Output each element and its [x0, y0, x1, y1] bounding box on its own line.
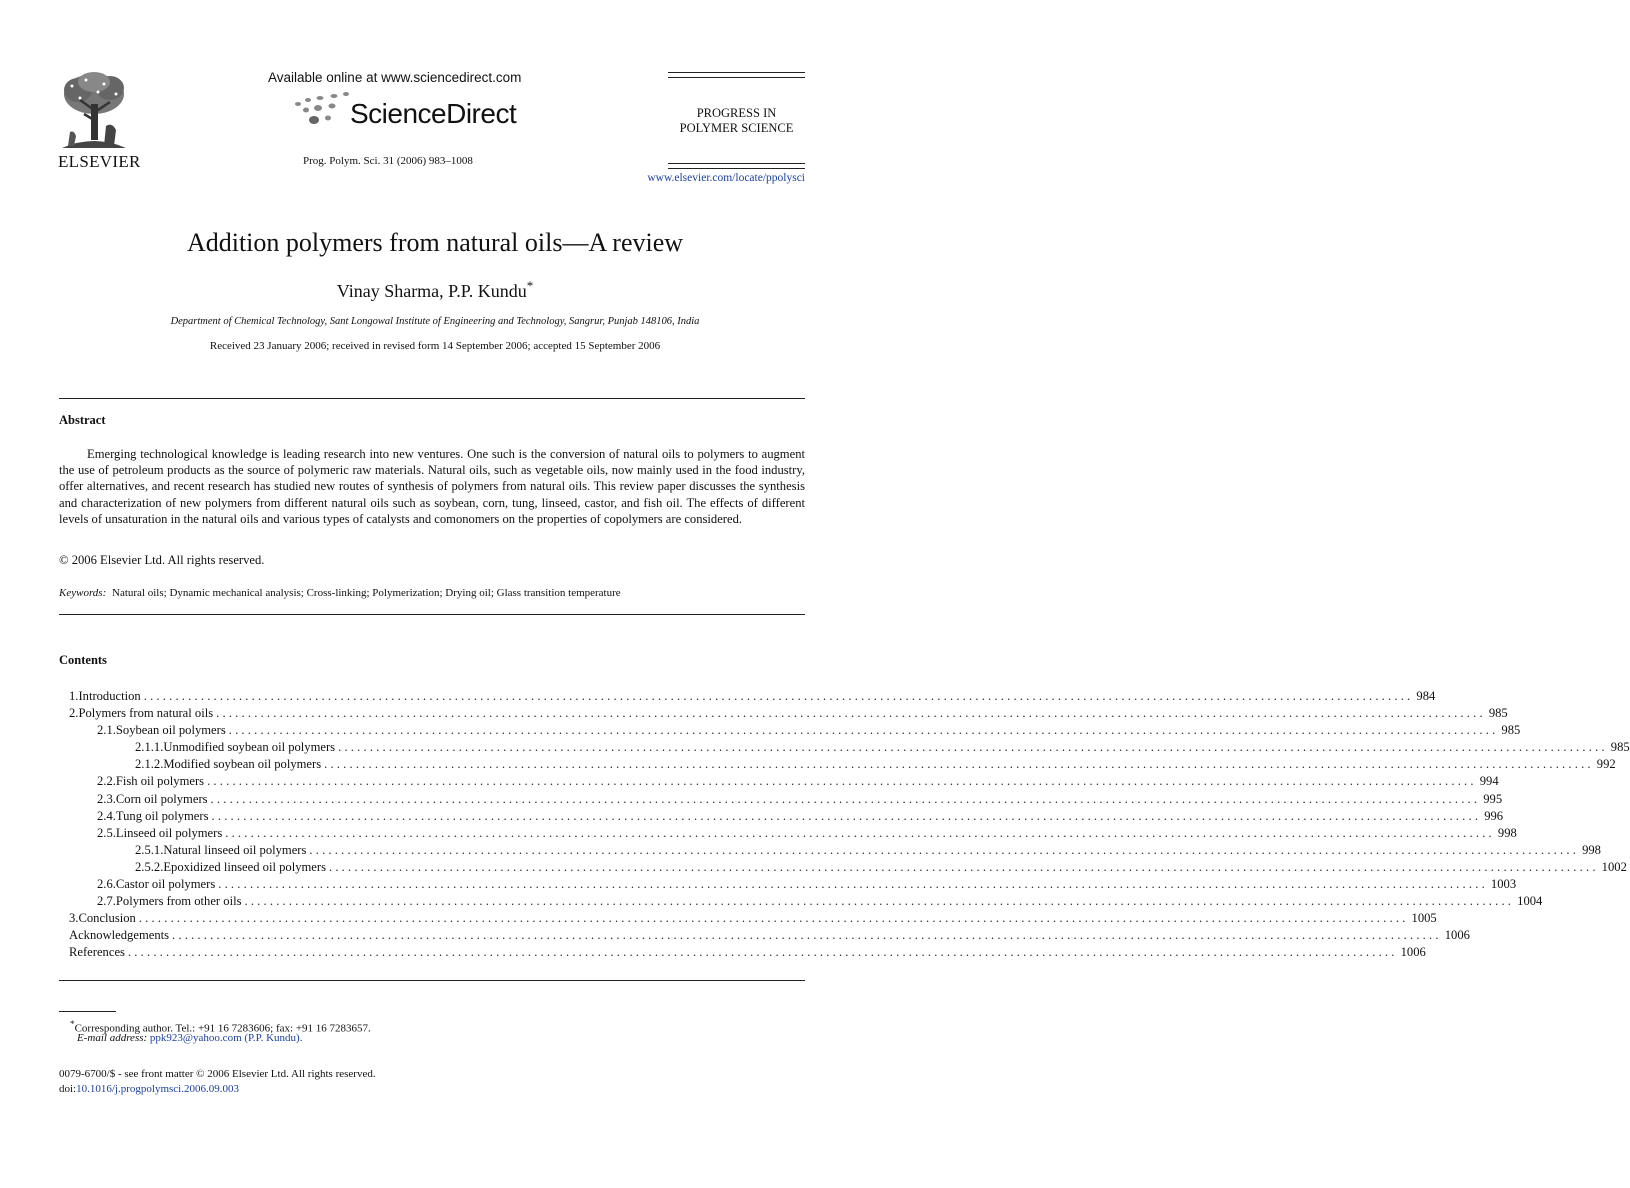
article-dates: Received 23 January 2006; received in revised form 14 September 2006; accepted 15 September 2006 [209, 340, 661, 352]
toc-page-number: 1005 [1411, 911, 1437, 926]
toc-entry[interactable] [59, 927, 1470, 944]
email-link[interactable]: ppk923@yahoo.com (P.P. Kundu). [149, 1032, 303, 1044]
sciencedirect-dots-icon [292, 90, 352, 130]
toc-entry[interactable] [59, 910, 1437, 927]
toc-leader-dots: ........................................................................................................................................................................................................ [210, 791, 1481, 806]
toc-number: 2.7. [97, 894, 116, 909]
toc-entry[interactable] [59, 825, 1517, 842]
article-authors [0, 278, 870, 302]
corresponding-text: Corresponding author. Tel.: +91 16 7283606; fax: +91 16 7283657. [74, 1022, 371, 1035]
toc-label: Tung oil polymers [115, 808, 209, 823]
publisher-name: ELSEVIER [58, 152, 141, 171]
toc-number: 2.4. [97, 808, 116, 823]
toc-page-number: 996 [1484, 808, 1504, 823]
author-affiliation: Department of Chemical Technology, Sant Longowal Institute of Engineering and Technology, Sangrur, Punjab 148106, India [170, 316, 700, 327]
toc-label: Polymers from natural oils [78, 706, 214, 721]
toc-leader-dots: ........................................................................................................................................................................................................ [172, 928, 1442, 943]
toc-page-number: 998 [1497, 825, 1517, 840]
toc-entry[interactable] [59, 739, 1630, 756]
toc-label: Introduction [78, 689, 141, 703]
toc-entry[interactable] [59, 859, 1627, 876]
email-line [77, 1032, 302, 1044]
toc-page-number: 985 [1610, 740, 1630, 755]
toc-label: Polymers from other oils [115, 894, 242, 909]
toc-leader-dots: ........................................................................................................................................................................................................ [338, 740, 1608, 755]
toc-number: 2. [69, 706, 79, 721]
toc-leader-dots: ........................................................................................................................................................................................................ [225, 825, 1495, 840]
toc-page-number: 992 [1596, 757, 1616, 772]
toc-page-number: 1006 [1444, 928, 1470, 943]
toc-label: Linseed oil polymers [115, 825, 223, 840]
toc-number: 2.6. [97, 877, 116, 892]
elsevier-tree-logo-icon [58, 70, 130, 152]
table-of-contents [59, 688, 1630, 962]
toc-number: 2.3. [97, 791, 116, 806]
keywords [59, 587, 621, 599]
toc-page-number: 985 [1501, 723, 1521, 738]
toc-leader-dots: ........................................................................................................................................................................................................ [309, 842, 1580, 857]
toc-number: 2.1.1. [135, 740, 164, 755]
toc-page-number: 998 [1582, 842, 1601, 857]
toc-page-number: 985 [1488, 706, 1508, 721]
toc-label: Epoxidized linseed oil polymers [163, 859, 326, 874]
footnote-mark: * [70, 1019, 75, 1029]
toc-entry[interactable] [59, 722, 1521, 739]
toc-number: 2.5. [97, 825, 116, 840]
toc-page-number: 1006 [1400, 945, 1426, 960]
abstract-heading: Abstract [59, 413, 106, 427]
journal-rule-bottom [668, 163, 805, 169]
toc-number: 2.1.2. [135, 757, 164, 772]
toc-entry[interactable] [59, 944, 1426, 961]
authors-text: Vinay Sharma, P.P. Kundu [336, 281, 527, 301]
toc-label: Conclusion [78, 911, 136, 926]
toc-leader-dots: ........................................................................................................................................................................................................ [244, 894, 1515, 909]
doi-link[interactable]: 10.1016/j.progpolymsci.2006.09.003 [76, 1083, 239, 1095]
toc-page-number: 984 [1416, 689, 1436, 703]
toc-leader-dots: ........................................................................................................................................................................................................ [127, 945, 1398, 960]
toc-number: 2.2. [97, 774, 116, 789]
abstract-top-rule [59, 398, 805, 399]
abstract-copyright: © 2006 Elsevier Ltd. All rights reserved. [59, 553, 265, 567]
toc-entry[interactable] [59, 893, 1543, 910]
journal-citation: Prog. Polym. Sci. 31 (2006) 983–1008 [303, 155, 473, 167]
toc-page-number: 994 [1479, 774, 1499, 789]
journal-name [668, 106, 805, 136]
journal-name-line2: POLYMER SCIENCE [679, 121, 794, 135]
toc-leader-dots: ........................................................................................................................................................................................................ [207, 774, 1477, 789]
toc-leader-dots: ........................................................................................................................................................................................................ [328, 859, 1599, 874]
journal-name-line1: PROGRESS IN [696, 106, 777, 120]
toc-number: 2.1. [97, 723, 116, 738]
article-title: Addition polymers from natural oils—A review [186, 228, 684, 257]
toc-label: Acknowledgements [69, 928, 170, 943]
corresponding-author-mark[interactable]: * [526, 278, 534, 293]
toc-number: 1. [69, 689, 79, 703]
sciencedirect-wordmark: ScienceDirect [350, 98, 517, 129]
toc-leader-dots: ........................................................................................................................................................................................................ [228, 723, 1499, 738]
toc-label: Unmodified soybean oil polymers [163, 740, 336, 755]
footnote-rule [59, 1011, 116, 1012]
doi-label: doi: [59, 1083, 77, 1095]
contents-bottom-rule [59, 980, 805, 981]
toc-leader-dots: ........................................................................................................................................................................................................ [211, 808, 1482, 823]
toc-label: Natural linseed oil polymers [163, 842, 307, 857]
journal-url-link[interactable]: www.elsevier.com/locate/ppolysci [647, 172, 805, 184]
toc-entry[interactable] [59, 756, 1616, 773]
keywords-label: Keywords: [59, 587, 107, 599]
toc-leader-dots: ........................................................................................................................................................................................................ [218, 877, 1488, 892]
keywords-text: Natural oils; Dynamic mechanical analysis; Cross-linking; Polymerization; Drying oil; Glass transition temperature [112, 587, 621, 599]
toc-number: 2.5.2. [135, 859, 164, 874]
toc-page-number: 1002 [1601, 859, 1627, 874]
toc-entry[interactable] [59, 791, 1503, 808]
toc-label: Soybean oil polymers [115, 723, 226, 738]
toc-leader-dots: ........................................................................................................................................................................................................ [324, 757, 1594, 772]
toc-entry[interactable] [59, 688, 1436, 705]
toc-leader-dots: ........................................................................................................................................................................................................ [216, 706, 1486, 721]
toc-entry[interactable] [59, 705, 1508, 722]
journal-rule-top [668, 72, 805, 78]
toc-label: Corn oil polymers [115, 791, 208, 806]
available-online-text: Available online at www.sciencedirect.com [268, 70, 522, 85]
toc-number: 3. [69, 911, 79, 926]
toc-number: 2.5.1. [135, 842, 164, 857]
toc-leader-dots: ........................................................................................................................................................................................................ [138, 911, 1409, 926]
toc-label: Castor oil polymers [115, 877, 216, 892]
toc-label: Modified soybean oil polymers [163, 757, 322, 772]
toc-entry[interactable] [59, 842, 1601, 859]
doi-line [59, 1083, 239, 1095]
toc-entry[interactable] [59, 808, 1504, 825]
toc-label: Fish oil polymers [115, 774, 205, 789]
contents-heading: Contents [59, 653, 107, 667]
toc-page-number: 995 [1483, 791, 1503, 806]
toc-entry[interactable] [59, 876, 1517, 893]
abstract-text: Emerging technological knowledge is leading research into new ventures. One such is the conversion of natural oils to polymers to augment the use of petroleum products as the source of polymeric raw materials. Natural oils, such as vegetable oils, now mainly used in the food industry, offer alternatives, and recent research has studied new routes of synthesis of polymers from natural oils. This review paper discusses the synthesis and characterization of new polymers from different natural oils such as soybean, corn, tung, linseed, castor, and fish oil. The effects of different levels of unsaturation in the natural oils and various types of catalysts and comonomers on the properties of copolymers are considered. [59, 447, 805, 526]
front-matter: 0079-6700/$ - see front matter © 2006 Elsevier Ltd. All rights reserved. [59, 1068, 376, 1080]
toc-entry[interactable] [59, 773, 1499, 790]
toc-leader-dots: ........................................................................................................................................................................................................ [143, 689, 1414, 703]
toc-label: References [69, 945, 125, 960]
email-label: E-mail address: [77, 1032, 148, 1044]
keywords-bottom-rule [59, 614, 805, 615]
toc-page-number: 1004 [1517, 894, 1543, 909]
toc-page-number: 1003 [1490, 877, 1517, 892]
